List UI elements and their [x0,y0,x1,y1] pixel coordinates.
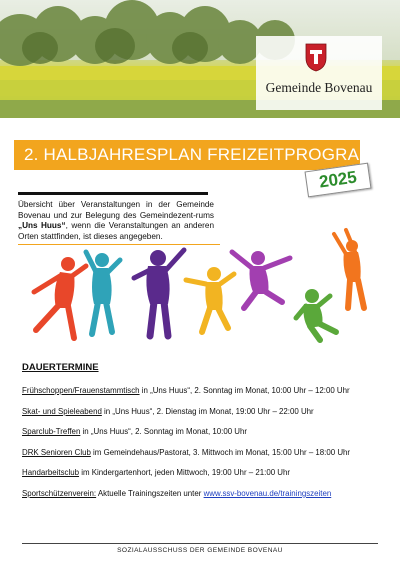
intro-top-rule [18,192,208,195]
logo-panel [256,36,382,110]
entry-detail: in „Uns Huus“, 2. Sonntag im Monat, 10:00 Uhr – 12:00 Uhr [139,386,350,395]
jumper-yellow [186,267,234,332]
training-times-link[interactable]: www.ssv-bovenau.de/trainingszeiten [203,488,332,498]
entry-name: Sportschützenverein: [22,488,97,498]
entry-detail: in „Uns Huus“, 2. Sonntag im Monat, 10:00 Uhr [80,427,248,437]
jumper-teal [86,252,120,334]
jumper-orange [334,230,364,308]
list-item [22,448,392,469]
year-label: 2025 [317,167,358,192]
list-item [22,427,392,448]
municipal-coat-of-arms-icon [304,42,328,72]
entry-detail: Aktuelle Trainingszeiten unter [96,488,204,498]
footer-rule [22,543,378,544]
jumper-red [34,257,86,338]
jumper-purple [134,250,184,336]
list-item [22,468,392,489]
municipality-name: Gemeinde Bovenau [265,80,373,95]
entry-name: Handarbeitsclub [22,468,80,478]
jumper-magenta [232,251,290,308]
entry-detail: im Gemeindehaus/Pastorat, 3. Mittwoch im Monat, 15:00 Uhr – 18:00 Uhr [90,447,351,457]
intro-text-start: Übersicht über Veranstaltungen in der Gemeinde Bovenau und zur Belegung des Gemeindezent-rums [18,200,214,220]
section-heading: DAUERTERMINE [22,362,99,373]
entry-detail: im Kindergartenhort, jeden Mittwoch, 19:00 Uhr – 21:00 Uhr [79,468,290,478]
list-item [22,386,392,407]
entry-name: Skat- und Spieleabend [22,406,102,416]
intro-venue-name: „Uns Huus“ [18,221,66,231]
appointments-list [22,386,392,510]
entry-detail: in „Uns Huus“, 2. Dienstag im Monat, 19:00 Uhr – 22:00 Uhr [101,406,314,416]
intro-text-end: , wenn die Veranstaltungen an anderen Orten stattfinden, ist dieses angegeben. [18,221,214,241]
footer-text: SOZIALAUSSCHUSS DER GEMEINDE BOVENAU [117,547,283,554]
page-title: 2. HALBJAHRESPLAN FREIZEITPROGRAMM [24,145,388,164]
jumper-green [296,289,336,340]
jumping-people-illustration [0,222,400,346]
entry-name: DRK Senioren Club [22,447,91,457]
list-item [22,407,392,428]
list-item [22,489,392,510]
title-banner [14,140,388,170]
entry-name: Frühschoppen/Frauenstammtisch [22,386,140,395]
entry-name: Sparclub-Treffen [22,427,81,437]
